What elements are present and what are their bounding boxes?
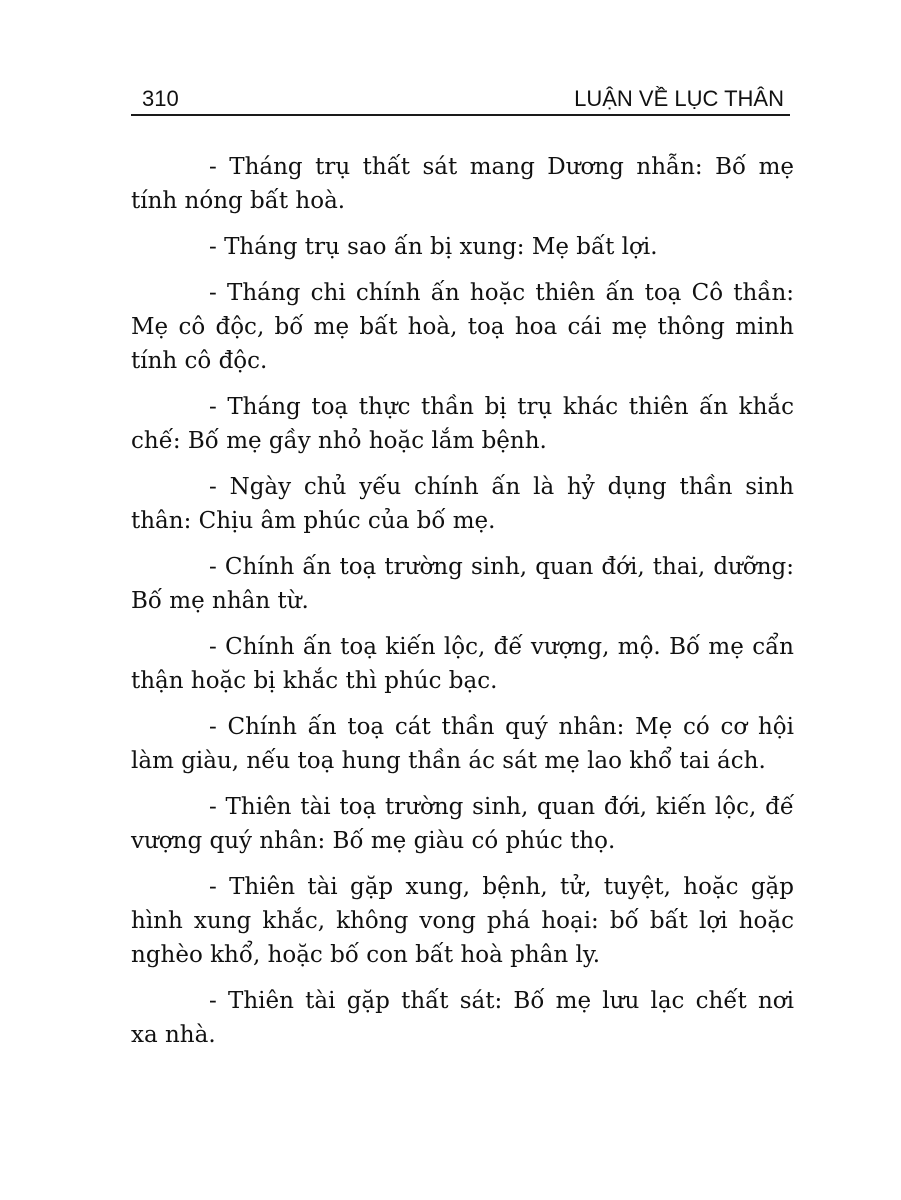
text-line: Mẹ cô độc, bố mẹ bất hoà, toạ hoa cái mẹ thông minh	[131, 314, 794, 340]
text-line: - Thiên tài gặp thất sát: Bố mẹ lưu lạc chết nơi	[209, 988, 794, 1014]
text-line: - Chính ấn toạ cát thần quý nhân: Mẹ có cơ hội	[209, 714, 794, 740]
text-line: - Tháng trụ thất sát mang Dương nhẫn: Bố mẹ	[209, 154, 794, 180]
text-line: - Tháng trụ sao ấn bị xung: Mẹ bất lợi.	[209, 234, 658, 260]
page-header	[131, 80, 790, 120]
text-line: - Chính ấn toạ kiến lộc, đế vượng, mộ. Bố mẹ cẩn	[209, 634, 794, 660]
paragraph	[131, 470, 794, 538]
text-line: - Tháng chi chính ấn hoặc thiên ấn toạ Cô thần:	[209, 280, 794, 306]
text-line: chế: Bố mẹ gầy nhỏ hoặc lắm bệnh.	[131, 428, 547, 454]
paragraph	[131, 710, 794, 778]
text-line: nghèo khổ, hoặc bố con bất hoà phân ly.	[131, 942, 601, 968]
text-line: hình xung khắc, không vong phá hoại: bố bất lợi hoặc	[131, 908, 794, 934]
paragraph	[131, 984, 794, 1052]
paragraph	[131, 150, 794, 218]
text-line: - Thiên tài toạ trường sinh, quan đới, kiến lộc, đế	[209, 794, 794, 820]
running-title: LUẬN VỀ LỤC THÂN	[574, 86, 784, 111]
text-line: xa nhà.	[131, 1022, 216, 1048]
text-line: thân: Chịu âm phúc của bố mẹ.	[131, 508, 496, 534]
text-line: tính cô độc.	[131, 348, 268, 374]
paragraph	[131, 390, 794, 458]
text-line: tính nóng bất hoà.	[131, 188, 346, 214]
text-line: - Thiên tài gặp xung, bệnh, tử, tuyệt, hoặc gặp	[209, 874, 794, 900]
text-line: Bố mẹ nhân từ.	[131, 588, 309, 614]
body-text	[131, 150, 794, 1064]
paragraph	[131, 870, 794, 972]
text-line: làm giàu, nếu toạ hung thần ác sát mẹ lao khổ tai ách.	[131, 748, 766, 774]
text-line: - Tháng toạ thực thần bị trụ khác thiên ấn khắc	[209, 394, 794, 420]
header-rule	[131, 114, 790, 116]
text-line: - Chính ấn toạ trường sinh, quan đới, thai, dưỡng:	[209, 554, 794, 580]
paragraph	[131, 790, 794, 858]
paragraph	[131, 230, 794, 264]
paragraph	[131, 550, 794, 618]
text-line: thận hoặc bị khắc thì phúc bạc.	[131, 668, 498, 694]
page-number: 310	[142, 86, 179, 111]
text-line: - Ngày chủ yếu chính ấn là hỷ dụng thần sinh	[209, 474, 794, 500]
text-line: vượng quý nhân: Bố mẹ giàu có phúc thọ.	[131, 828, 616, 854]
paragraph	[131, 276, 794, 378]
paragraph	[131, 630, 794, 698]
